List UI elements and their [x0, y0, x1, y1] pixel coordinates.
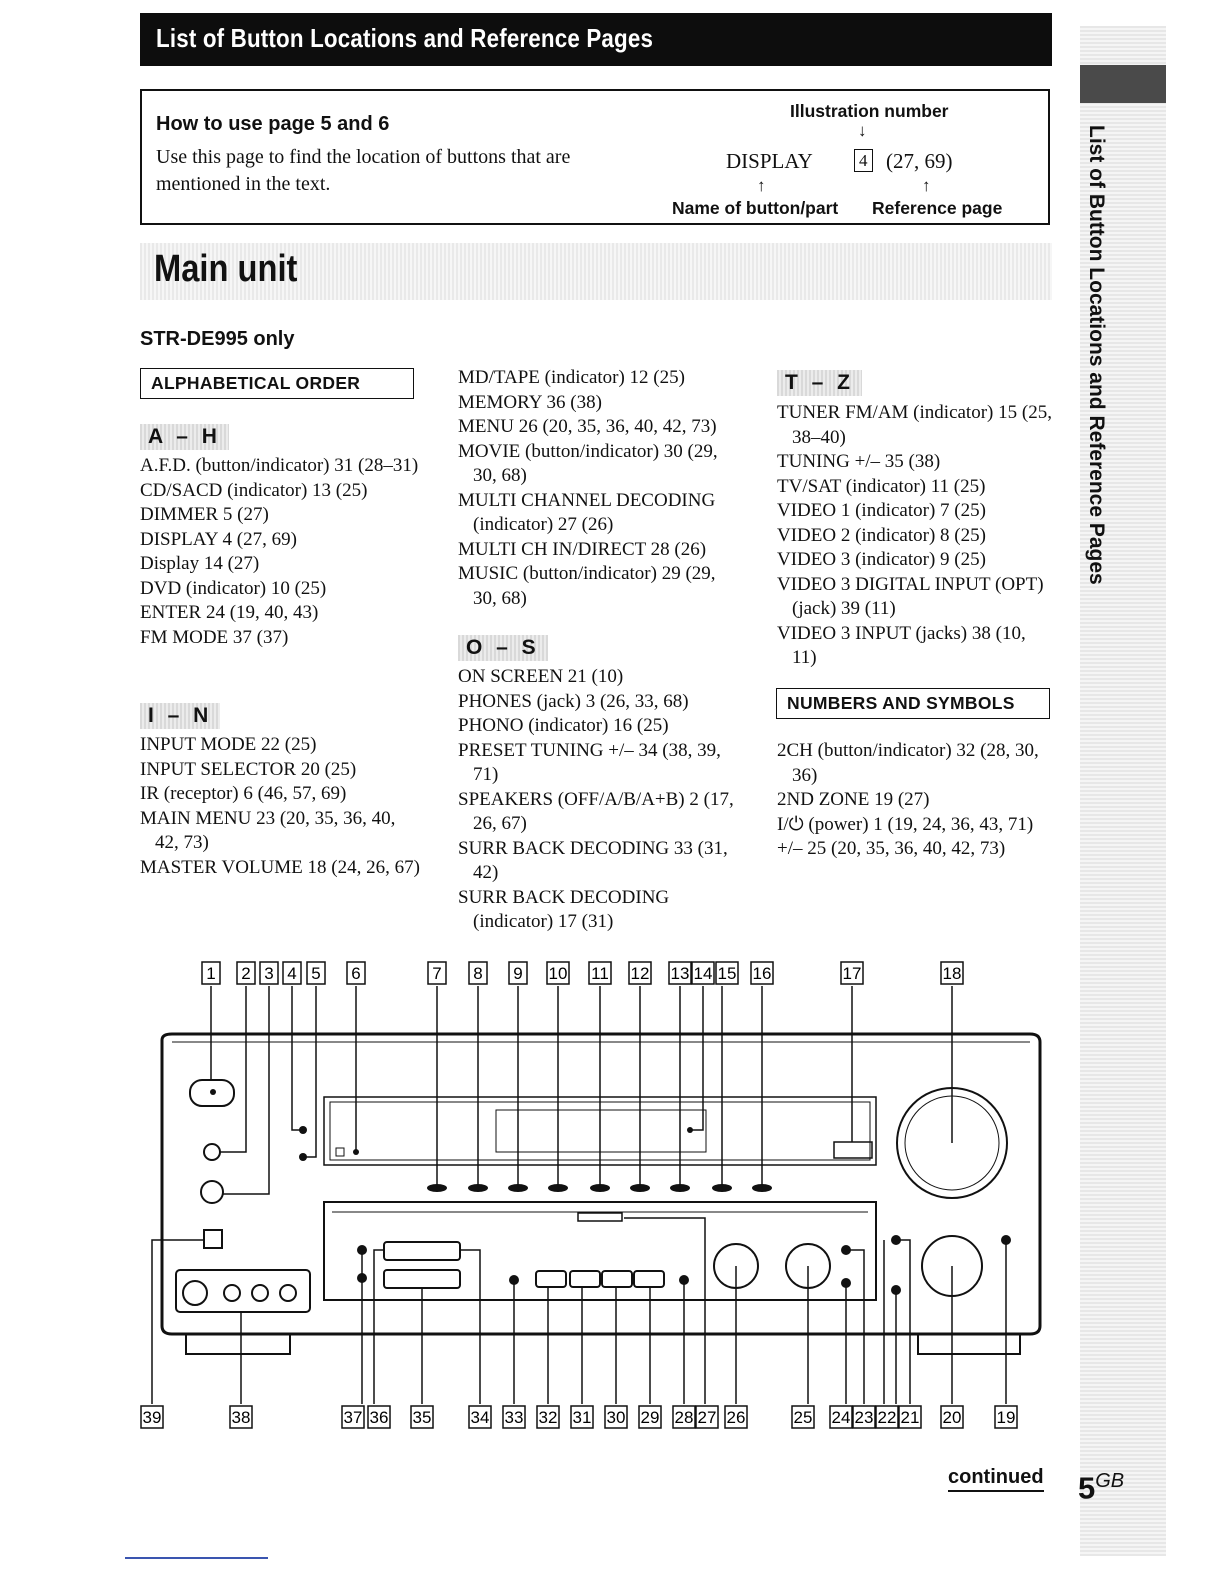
list-item: MULTI CHANNEL DECODING (indicator) 27 (26) [458, 489, 716, 535]
callout-number: 9 [513, 964, 523, 983]
callout-number: 37 [343, 1408, 363, 1427]
callout-number: 26 [726, 1408, 746, 1427]
list-item: MD/TAPE (indicator) 12 (25) [458, 367, 685, 388]
callout-number: 27 [697, 1408, 717, 1427]
model-label: STR-DE995 only [140, 328, 295, 350]
callout-number: 2 [241, 964, 251, 983]
list-item: ENTER 24 (19, 40, 43) [140, 602, 319, 623]
list-item: SURR BACK DECODING (indicator) 17 (31) [458, 886, 670, 932]
example-pages: (27, 69) [886, 149, 953, 173]
list-item: ON SCREEN 21 (10) [458, 666, 624, 687]
list-item: 2ND ZONE 19 (27) [777, 789, 930, 810]
list-item: INPUT MODE 22 (25) [140, 734, 317, 755]
list-item: CD/SACD (indicator) 13 (25) [140, 479, 368, 501]
example-number: 4 [854, 149, 873, 172]
group-heading-o-s: O – S [458, 635, 548, 661]
callout-number: 35 [412, 1408, 432, 1427]
footer-rule [125, 1557, 268, 1559]
callout-number: 3 [264, 964, 274, 983]
list-item: FM MODE 37 (37) [140, 626, 289, 648]
callout-number: 23 [854, 1408, 874, 1427]
page-number [1078, 1470, 1124, 1506]
side-tab-label: List of Button Locations and Reference Pages [1085, 125, 1108, 585]
up-arrow-icon: ↑ [922, 176, 931, 195]
group-heading-a-h: A – H [140, 424, 229, 450]
list-item: MENU 26 (20, 35, 36, 40, 42, 73) [458, 416, 717, 437]
list-item: MEMORY 36 (38) [458, 391, 602, 413]
callout-number: 4 [287, 964, 297, 983]
list-item: MASTER VOLUME 18 (24, 26, 67) [140, 856, 420, 878]
callout-number: 25 [793, 1408, 813, 1427]
list-item: DVD (indicator) 10 (25) [140, 577, 327, 599]
continued-label: continued [948, 1466, 1044, 1492]
howto-text: Use this page to find the location of buttons that are mentioned in the text. [156, 146, 571, 195]
down-arrow-icon: ↓ [858, 121, 867, 140]
group-heading-i-n: I – N [140, 703, 220, 729]
callout-number: 14 [693, 964, 713, 983]
callout-number: 19 [996, 1408, 1016, 1427]
list-item: PHONES (jack) 3 (26, 33, 68) [458, 690, 689, 712]
list-item: MOVIE (button/indicator) 30 (29, 30, 68) [458, 440, 718, 486]
list-item: MULTI CH IN/DIRECT 28 (26) [458, 538, 707, 560]
callout-number: 1 [206, 964, 216, 983]
callout-number: 21 [900, 1408, 920, 1427]
name-of-button-label: Name of button/part [672, 198, 839, 218]
list-item: MAIN MENU 23 (20, 35, 36, 40, 42, 73) [140, 807, 396, 853]
list-item: VIDEO 2 (indicator) 8 (25) [777, 524, 986, 546]
list-item: VIDEO 1 (indicator) 7 (25) [777, 500, 986, 521]
callout-number: 30 [606, 1408, 626, 1427]
callout-number: 7 [432, 964, 442, 983]
list-item: SPEAKERS (OFF/A/B/A+B) 2 (17, 26, 67) [458, 788, 734, 834]
list-item: I/⏻ (power) 1 (19, 24, 36, 43, 71) [777, 813, 1034, 835]
callout-number: 11 [591, 964, 609, 983]
callout-number: 29 [640, 1408, 660, 1427]
top-callout-numbers [202, 962, 963, 984]
callout-number: 8 [473, 964, 483, 983]
callout-number: 17 [842, 964, 862, 983]
list-item: VIDEO 3 (indicator) 9 (25) [777, 549, 986, 570]
callout-number: 12 [630, 964, 650, 983]
list-item: IR (receptor) 6 (46, 57, 69) [140, 783, 347, 804]
callout-number: 10 [548, 964, 568, 983]
list-item: PHONO (indicator) 16 (25) [458, 715, 669, 736]
list-item: SURR BACK DECODING 33 (31, 42) [458, 837, 728, 883]
callout-number: 20 [942, 1408, 962, 1427]
section-title: Main unit [154, 248, 298, 290]
callout-number: 28 [674, 1408, 694, 1427]
callout-number: 6 [351, 964, 361, 983]
example-name: DISPLAY [726, 149, 813, 173]
callout-number: 16 [752, 964, 772, 983]
callout-number: 36 [369, 1408, 389, 1427]
list-item: MUSIC (button/indicator) 29 (29, 30, 68) [458, 563, 716, 609]
callout-number: 31 [572, 1408, 592, 1427]
callout-number: 24 [831, 1408, 851, 1427]
callout-number: 34 [470, 1408, 490, 1427]
numbers-and-symbols-heading: NUMBERS AND SYMBOLS [776, 688, 1050, 719]
list-item: Display 14 (27) [140, 553, 260, 574]
callout-number: 22 [877, 1408, 897, 1427]
list-item: INPUT SELECTOR 20 (25) [140, 758, 357, 780]
list-item: PRESET TUNING +/– 34 (38, 39, 71) [458, 739, 721, 785]
up-arrow-icon: ↑ [757, 176, 766, 195]
callout-number: 32 [538, 1408, 558, 1427]
callout-number: 5 [311, 964, 321, 983]
side-tab-marker [1080, 65, 1166, 103]
list-item: VIDEO 3 INPUT (jacks) 38 (10, 11) [777, 622, 1026, 668]
page-number-suffix: GB [1095, 1470, 1125, 1492]
callout-number: 33 [504, 1408, 524, 1427]
howto-title: How to use page 5 and 6 [156, 113, 390, 135]
callout-number: 15 [717, 964, 737, 983]
list-item: DIMMER 5 (27) [140, 504, 269, 525]
callout-number: 38 [231, 1408, 251, 1427]
reference-page-label: Reference page [872, 198, 1003, 218]
list-item: TV/SAT (indicator) 11 (25) [777, 475, 986, 497]
group-heading-t-z: T – Z [777, 370, 862, 396]
callout-number: 13 [670, 964, 690, 983]
list-item: TUNING +/– 35 (38) [777, 451, 941, 472]
page-number-value: 5 [1078, 1470, 1096, 1506]
list-item: A.F.D. (button/indicator) 31 (28–31) [140, 455, 419, 476]
list-item: TUNER FM/AM (indicator) 15 (25, 38–40) [777, 402, 1052, 448]
callout-number: 18 [942, 964, 962, 983]
illustration-number-label: Illustration number [790, 101, 949, 121]
alphabetical-order-heading: ALPHABETICAL ORDER [140, 368, 414, 399]
list-item: +/– 25 (20, 35, 36, 40, 42, 73) [777, 838, 1006, 859]
page-title: List of Button Locations and Reference Pages [156, 23, 654, 53]
bottom-callout-numbers [141, 1406, 1017, 1428]
list-item: 2CH (button/indicator) 32 (28, 30, 36) [777, 740, 1039, 786]
list-item: DISPLAY 4 (27, 69) [140, 528, 297, 550]
callout-number: 39 [142, 1408, 162, 1427]
list-item: VIDEO 3 DIGITAL INPUT (OPT) (jack) 39 (11) [777, 573, 1044, 619]
